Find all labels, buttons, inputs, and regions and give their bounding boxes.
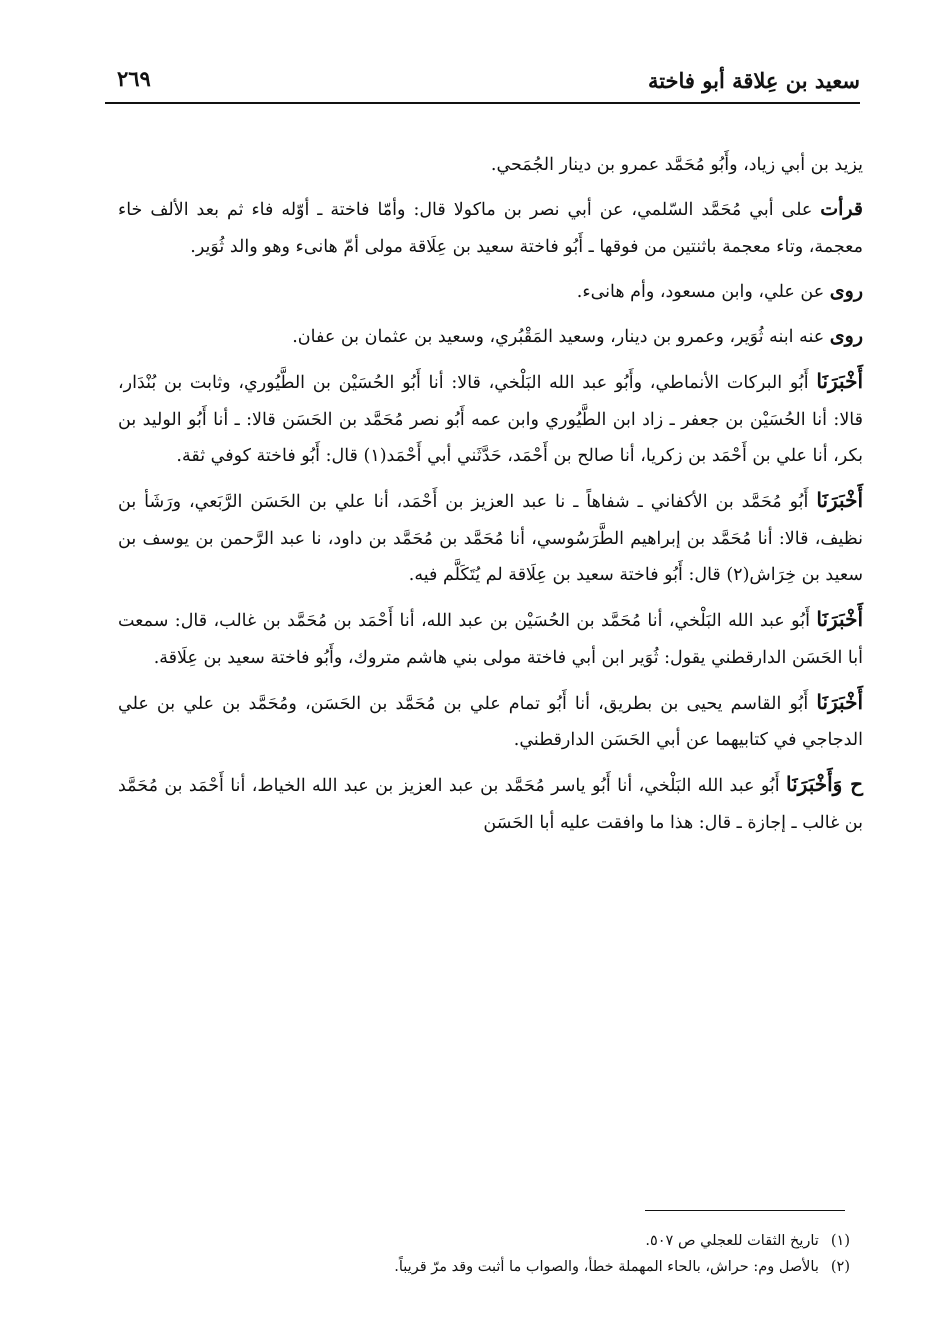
paragraph-text: أَبُو عبد الله البَلْخي، أنا مُحَمَّد بن الحُسَيْن بن عبد الله، أنا أَحْمَد بن مُحَمَّد بن غالب، قال: سمعت أبا الحَسَن الدارقطني يقول: ثُوَير ابن أبي فاختة مولى بني هاشم متروك، وأَبُو فاختة سعيد بن عِلَاقة. [118, 611, 863, 668]
footnote-number: (١) [830, 1233, 850, 1249]
footnote [240, 1228, 850, 1254]
paragraph-text: عنه ابنه ثُوَير، وعمرو بن دينار، وسعيد المَقْبُري، وسعيد بن عثمان بن عفان. [292, 327, 830, 348]
page-number: ٢٦٩ [117, 66, 151, 91]
paragraph-lead: روى [829, 325, 863, 348]
footnote-text: تاريخ الثقات للعجلي ص ٥٠٧. [645, 1233, 819, 1249]
paragraph [118, 482, 863, 593]
paragraph-lead: قرأت [820, 198, 863, 221]
paragraph [118, 601, 863, 676]
paragraph [118, 273, 863, 310]
paragraph [118, 766, 863, 841]
paragraph [118, 363, 863, 474]
paragraph-lead: ح وَأَخْبَرَنَا [786, 772, 864, 797]
paragraph-lead: أَخْبَرَنَا [816, 488, 863, 513]
paragraph [118, 146, 863, 183]
paragraph-text: عن علي، وابن مسعود، وأم هانىء. [576, 281, 830, 302]
footnote-number: (٢) [830, 1259, 850, 1275]
paragraph-text: يزيد بن أبي زياد، وأَبُو مُحَمَّد عمرو بن دينار الجُمَحي. [490, 155, 863, 175]
running-title: سعيد بن عِلاقة أبو فاختة [647, 68, 860, 93]
running-header [105, 64, 860, 104]
paragraph-lead: أَخْبَرَنَا [816, 689, 863, 714]
paragraph-text: أَبُو القاسم يحيى بن بطريق، أنا أَبُو تمام علي بن مُحَمَّد بن الحَسَن، ومُحَمَّد بن علي بن علي الدجاجي في كتابيهما عن أبي الحَسَن الدارقطني. [118, 693, 863, 751]
paragraph [118, 191, 863, 265]
footnote [240, 1254, 850, 1280]
paragraph [118, 318, 863, 355]
footnote-text: بالأصل وم: حراش، بالحاء المهملة خطأ، والصواب ما أثبت وقد مرّ قريباً. [394, 1259, 819, 1275]
paragraph-text: أَبُو مُحَمَّد بن الأكفاني ـ شفاهاً ـ نا عبد العزيز بن أَحْمَد، أنا علي بن الحَسَن الرَّبَعي، ورَشَأ بن نظيف، قالا: أنا مُحَمَّد بن إبراهيم الطَّرَسُوسي، أنا مُحَمَّد بن مُحَمَّد بن داود، نا عبد الرَّحمن بن يوسف بن سعيد بن خِرَاش(٢) قال: أَبُو فاختة سعيد بن عِلَاقة لم يُتَكَلَّم فيه. [118, 492, 863, 585]
paragraph-text: أَبُو البركات الأنماطي، وأَبُو عبد الله البَلْخي، قالا: أنا أَبُو الحُسَيْن بن الطَّيُوري، وثابت بن بُنْدَار، قالا: أنا الحُسَيْن بن جعفر ـ زاد ابن الطَّيُوري وابن عمه أَبُو نصر مُحَمَّد بن الحَسَن قالا: ـ أنا أَبُو الوليد بن بكر، أنا علي بن أَحْمَد بن زكريا، أنا صالح بن أَحْمَد، حَدَّثَني أبي أَحْمَد(١) قال: أَبُو فاختة كوفي ثقة. [118, 373, 863, 467]
paragraph-text: على أبي مُحَمَّد السّلمي، عن أبي نصر بن ماكولا قال: وأمّا فاختة ـ أوّله فاء ثم بعد الألف خاء معجمة، وتاء معجمة باثنتين من فوقها ـ أَبُو فاختة سعيد بن عِلَاقة مولى أمّ هانىء وهو والد ثُوَير. [118, 200, 863, 257]
paragraph-lead: روى [829, 279, 863, 302]
paragraph-text: أَبُو عبد الله البَلْخي، أنا أَبُو ياسر مُحَمَّد بن عبد العزيز بن عبد الله الخياط، أنا أَحْمَد بن مُحَمَّد بن غالب ـ إجازة ـ قال: هذا ما وافقت عليه أبا الحَسَن [118, 776, 863, 833]
main-text [118, 146, 863, 849]
footnotes [240, 1228, 850, 1280]
footnote-divider [645, 1210, 845, 1211]
paragraph [118, 684, 863, 759]
paragraph-lead: أَخْبَرَنَا [816, 369, 863, 394]
paragraph-lead: أَخْبَرَنَا [816, 607, 863, 632]
